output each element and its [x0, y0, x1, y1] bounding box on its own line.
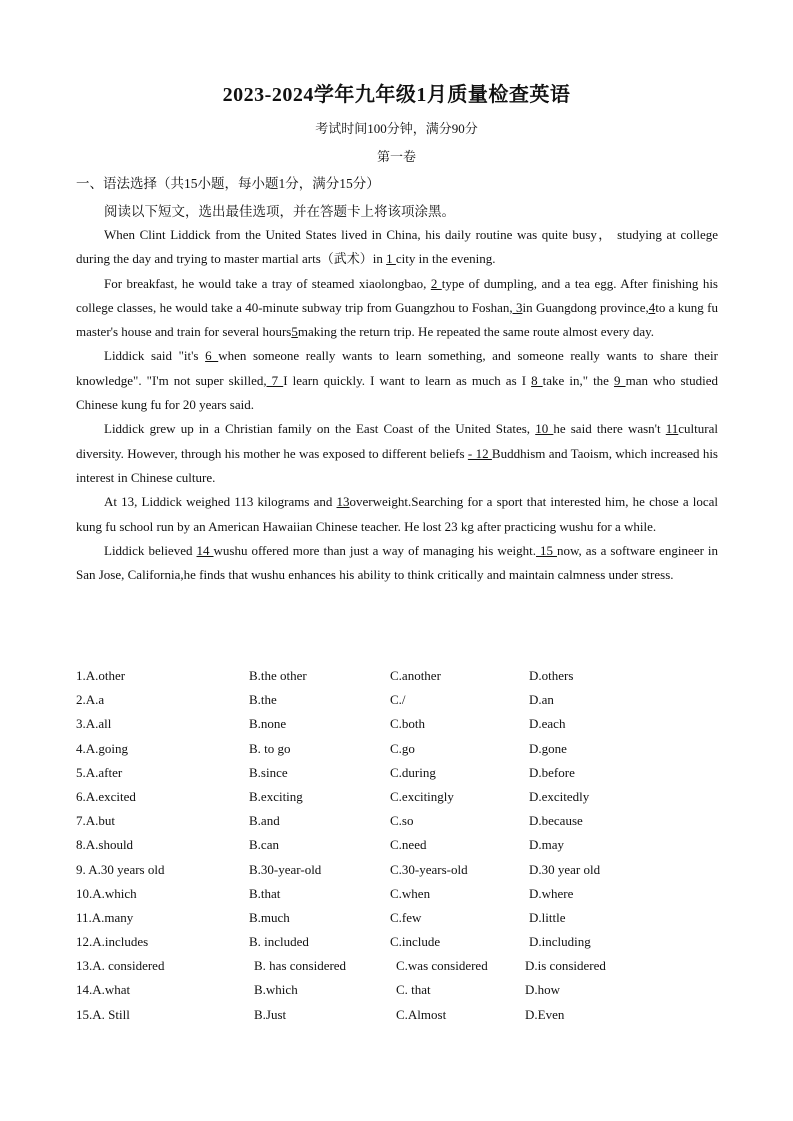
option-c: C.was considered [396, 958, 488, 974]
passage-text: he said there wasn't [553, 421, 666, 437]
option-b: B. included [249, 934, 309, 950]
option-d: D.others [529, 668, 574, 683]
exam-title: 2023-2024学年九年级1月质量检查英语 [222, 84, 571, 106]
option-d: D.is considered [525, 958, 606, 974]
option-d: D.30 year old [529, 861, 601, 877]
option-a: 5.A.after [76, 764, 123, 780]
option-d: D.excitedly [529, 788, 590, 804]
question-row [76, 737, 718, 761]
blank-7: , 7 [263, 372, 284, 388]
passage-paragraph-6 [76, 539, 718, 588]
passage-text: to a kung fu master's house and train for several hours [76, 299, 718, 340]
passage-text: wushu offered more than just a way of managing his weight. [213, 542, 536, 558]
question-row [76, 712, 718, 736]
passage-text: At 13, Liddick weighed 113 kilograms and [104, 494, 337, 510]
question-row [76, 785, 718, 809]
option-d: D.little [529, 909, 566, 925]
passage-text: type of dumpling, and a tea egg. After finishing his college classes, he would take a 40-minute subway trip from Guangzhou to Foshan [76, 275, 718, 315]
option-c: C.need [390, 837, 427, 853]
passage-text: take in," the [542, 372, 615, 388]
option-b: B.none [249, 716, 287, 732]
question-row [76, 930, 718, 954]
option-a: 6.A.excited [76, 788, 136, 804]
option-a: 15.A. Still [76, 1006, 130, 1022]
option-d: D.how [525, 982, 561, 998]
option-a: 11.A.many [76, 909, 134, 925]
blank-15: 15 [535, 542, 557, 558]
option-a: 10.A.which [76, 885, 137, 901]
option-c: C.30-years-old [390, 861, 468, 877]
option-d: D.Even [525, 1006, 565, 1022]
passage-paragraph-1 [76, 223, 718, 272]
option-a: 4.A.going [76, 740, 128, 756]
passage-text: Liddick grew up in a Christian family on the East Coast of the United States, [104, 421, 536, 437]
exam-time-note: 考试时间100分钟，满分90分 [315, 121, 478, 136]
option-b: B.which [254, 982, 298, 998]
option-b: B.the other [249, 668, 307, 683]
passage-text: now, as a software engineer in San Jose, California,he finds that wushu enhances his ability to think critically and maintain calmness under stress. [76, 542, 719, 583]
blank-2: 2 [430, 275, 442, 291]
passage-text: Buddhism and Taoism, which increased his interest in Chinese culture. [76, 445, 718, 485]
passage-paragraph-5 [76, 490, 718, 539]
option-b: B.that [249, 885, 281, 901]
question-row [76, 906, 718, 930]
question-row [76, 688, 718, 712]
option-d: D.each [529, 716, 566, 732]
option-a: 12.A.includes [76, 934, 149, 950]
passage-text: Liddick believed [104, 542, 197, 558]
question-row [76, 882, 718, 906]
question-row [76, 954, 718, 978]
passage-text: in Guangdong province [522, 299, 646, 315]
option-b: B.can [249, 837, 279, 853]
option-b: B. to go [249, 740, 291, 756]
option-b: B.since [249, 764, 288, 780]
blank-10: 10 [535, 421, 554, 437]
passage-text: I learn quickly. I want to learn as much as I [283, 372, 532, 388]
passage-paragraph-2 [76, 272, 718, 345]
option-c: C.include [390, 934, 441, 950]
option-c: C.Almost [396, 1006, 447, 1022]
passage-text: making the return trip. He repeated the same route almost every day. [297, 324, 655, 340]
blank-9: 9 [614, 372, 626, 388]
option-c: C.another [390, 668, 441, 683]
option-a: 13.A. considered [76, 958, 165, 974]
option-a: 7.A.but [76, 813, 115, 829]
option-d: D.where [529, 885, 574, 901]
question-row [76, 1003, 718, 1027]
option-a: 14.A.what [76, 982, 131, 998]
option-a: 2.A.a [76, 692, 105, 708]
volume-label: 第一卷 [376, 149, 416, 164]
option-d: D.because [529, 813, 583, 829]
blank-3: , 3 [509, 299, 523, 315]
blank-8: 8 [531, 372, 543, 388]
option-a: 9. A.30 years old [76, 861, 165, 877]
passage-text: overweight.Searching for a sport that interested him, he chose a local kung fu school run by an American Hawaiian Chinese teacher. He lost 23 kg after practicing wushu for a while. [76, 494, 718, 534]
blank-14: 14 [196, 542, 214, 558]
passage-text: When Clint Liddick from the United States lived in China, his daily routine was quite busy， studying at college during the day and trying to master martial arts（武术）in [76, 227, 718, 267]
option-b: B.and [249, 813, 280, 829]
option-c: C.so [390, 813, 414, 829]
passage-text: city in the evening. [395, 251, 496, 267]
blank-12: - 12 [467, 445, 492, 461]
passage-paragraph-4 [76, 417, 718, 490]
passage-text: Liddick said "it's [104, 348, 206, 364]
option-c: C.excitingly [390, 788, 454, 804]
blank-6: 6 [205, 348, 219, 364]
question-row [76, 761, 718, 785]
option-c: C.go [390, 740, 415, 756]
option-d: D.gone [529, 740, 567, 756]
answer-options [76, 664, 718, 1027]
option-a: 8.A.should [76, 837, 134, 853]
option-c: C./ [390, 692, 406, 708]
option-b: B. has considered [254, 958, 347, 974]
passage-text: cultural diversity. However, through his mother he was exposed to different beliefs [76, 421, 718, 461]
option-d: D.including [529, 934, 591, 950]
passage-text: when someone really wants to learn something, and someone really wants to share their knowledge". "I'm not super skilled [76, 348, 718, 388]
option-a: 1.A.other [76, 668, 126, 683]
question-row [76, 858, 718, 882]
blank-5: 5 [291, 324, 298, 340]
option-b: B.Just [254, 1006, 287, 1022]
option-a: 3.A.all [76, 716, 112, 732]
passage-text: For breakfast, he would take a tray of steamed xiaolongbao, [104, 275, 431, 291]
option-b: B.exciting [249, 788, 303, 804]
question-row [76, 978, 718, 1002]
option-c: C.during [390, 764, 436, 780]
option-b: B.much [249, 909, 290, 925]
reading-passage [76, 223, 718, 587]
question-row [76, 809, 718, 833]
option-c: C.few [390, 909, 422, 925]
option-c: C.when [390, 885, 431, 901]
option-d: D.an [529, 692, 554, 708]
blank-13: 13 [336, 494, 350, 510]
blank-4: ,4 [645, 299, 656, 315]
passage-text: man who studied Chinese kung fu for 20 years said. [76, 372, 719, 413]
option-b: B.the [249, 692, 277, 708]
option-d: D.before [529, 764, 575, 780]
blank-11: 11 [665, 421, 679, 437]
option-c: C. that [396, 982, 431, 998]
question-row [76, 833, 718, 857]
option-b: B.30-year-old [249, 861, 322, 877]
blank-1: 1 [386, 251, 396, 267]
section-heading: 一、语法选择（共15小题，每小题1分，满分15分） [76, 176, 380, 191]
option-c: C.both [390, 716, 426, 732]
section-instruction: 阅读以下短文，选出最佳选项，并在答题卡上将该项涂黑。 [104, 204, 455, 219]
question-row [76, 664, 718, 688]
option-d: D.may [529, 837, 565, 853]
passage-paragraph-3 [76, 344, 718, 417]
